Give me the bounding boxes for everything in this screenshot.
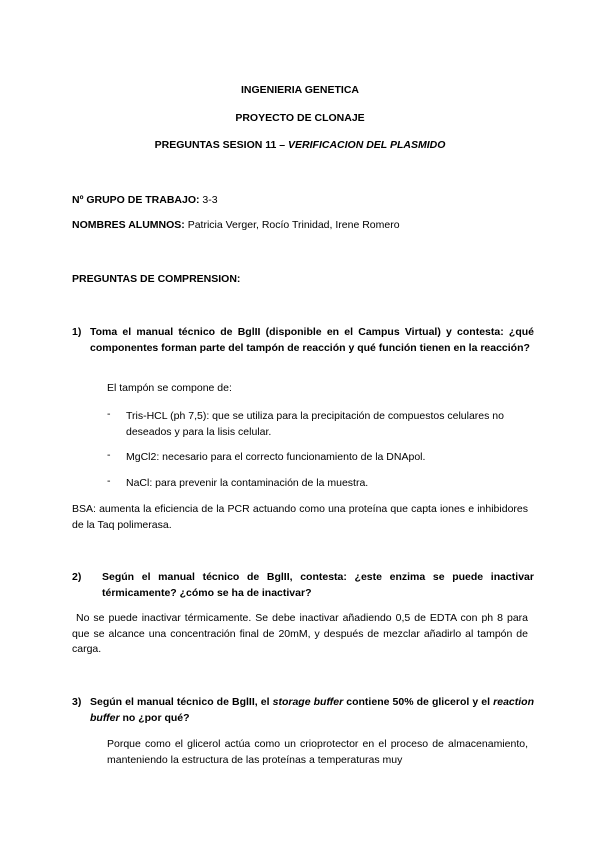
session-title-prefix: PREGUNTAS SESION 11 – bbox=[154, 139, 289, 151]
question-1 bbox=[72, 324, 534, 356]
group-value: 3-3 bbox=[199, 194, 218, 206]
q3-text-a: Según el manual técnico de BglII, el bbox=[90, 696, 273, 708]
question-1-text: Toma el manual técnico de BglII (disponible en el Campus Virtual) y contesta: ¿qué componentes forman parte del tampón de reacción y qué función tienen en la reacción? bbox=[90, 326, 534, 354]
question-1-number: 1) bbox=[72, 326, 82, 338]
question-2-text: Según el manual técnico de BglII, contesta: ¿este enzima se puede inactivar térmicamente? ¿cómo se ha de inactivar? bbox=[102, 571, 534, 599]
names-label: NOMBRES ALUMNOS: bbox=[72, 219, 185, 231]
names-line bbox=[72, 219, 400, 231]
q1-item-3: NaCl: para prevenir la contaminación de la muestra. bbox=[126, 477, 369, 489]
question-3-text bbox=[72, 694, 534, 726]
q3-text-reaction: reaction buffer bbox=[90, 696, 534, 724]
q1-intro: El tampón se compone de: bbox=[107, 382, 232, 394]
q2-answer: No se puede inactivar térmicamente. Se debe inactivar añadiendo 0,5 de EDTA con ph 8 para que se alcance una concentración final de 20mM, y después de mezclar añadirlo al tampón de carga. bbox=[72, 612, 528, 655]
section-title: PREGUNTAS DE COMPRENSION: bbox=[72, 273, 241, 285]
session-title bbox=[0, 139, 600, 151]
course-title: INGENIERIA GENETICA bbox=[240, 84, 360, 96]
names-value: Patricia Verger, Rocío Trinidad, Irene Romero bbox=[184, 219, 400, 231]
q1-item-1: Tris-HCL (ph 7,5): que se utiliza para la precipitación de compuestos celulares no deseados y para la lisis celular. bbox=[126, 410, 504, 438]
bullet-marker: - bbox=[107, 475, 111, 487]
q3-answer: Porque como el glicerol actúa como un crioprotector en el proceso de almacenamiento, manteniendo la estructura de las proteínas a temperaturas muy bbox=[107, 738, 528, 766]
session-title-italic: VERIFICACION DEL PLASMIDO bbox=[288, 139, 446, 151]
q3-text-e: no ¿por qué? bbox=[119, 712, 190, 724]
question-2-number: 2) bbox=[72, 571, 82, 583]
bullet-marker: - bbox=[107, 408, 111, 420]
q1-extra: BSA: aumenta la eficiencia de la PCR actuando como una proteína que capta iones e inhibidores de la Taq polimerasa. bbox=[72, 503, 528, 531]
question-2 bbox=[72, 569, 534, 601]
question-3 bbox=[72, 694, 534, 726]
group-label: Nº GRUPO DE TRABAJO: bbox=[72, 194, 200, 206]
question-3-number: 3) bbox=[72, 696, 82, 708]
project-title: PROYECTO DE CLONAJE bbox=[235, 112, 365, 124]
q1-item-2: MgCl2: necesario para el correcto funcionamiento de la DNApol. bbox=[126, 451, 426, 463]
q3-text-storage: storage buffer bbox=[272, 696, 344, 708]
bullet-marker: - bbox=[107, 449, 111, 461]
q3-text-c: contiene 50% de glicerol y el bbox=[343, 696, 494, 708]
group-line bbox=[72, 194, 218, 206]
